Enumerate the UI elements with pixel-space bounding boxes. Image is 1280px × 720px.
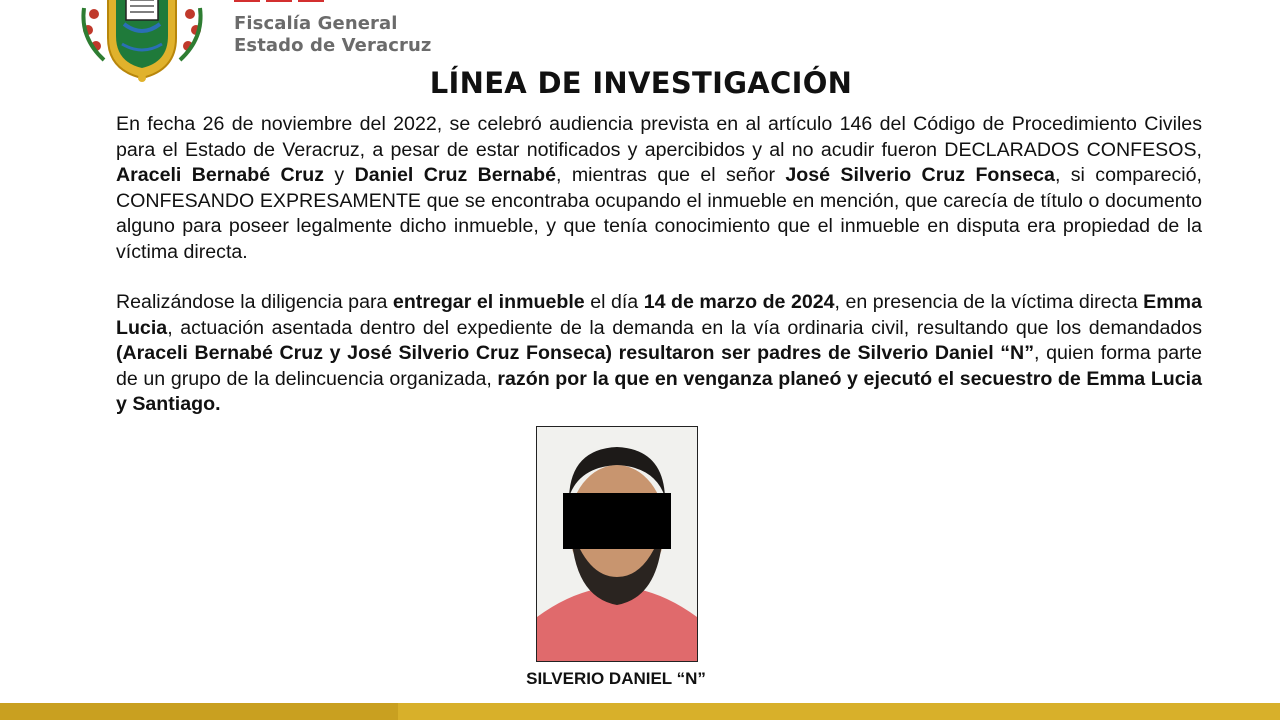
fge-logo-mark <box>234 0 354 4</box>
para2-bold-4: (Araceli Bernabé Cruz y José Silverio Cruz Fonseca) resultaron ser padres de Silverio Daniel “N” <box>116 342 1035 365</box>
para2-bold-3: Emma Lucia <box>116 291 1202 339</box>
page-title: LÍNEA DE INVESTIGACIÓN <box>429 66 853 100</box>
para2-bold-1: entregar el inmueble <box>392 291 585 313</box>
para2-text-1: Realizándose la diligencia para <box>116 291 393 313</box>
footer-bar <box>0 703 1280 720</box>
suspect-photo-censored-icon <box>537 427 697 661</box>
paragraph-2 <box>116 290 1202 418</box>
para2-text-2: el día <box>584 291 644 313</box>
para2-text-3: , en presencia de la víctima directa <box>834 291 1144 313</box>
suspect-photo <box>536 426 698 662</box>
para2-text-5: , quien forma parte de un grupo de la delincuencia organizada, <box>116 342 1202 390</box>
brand-line-1: Fiscalía General <box>234 13 398 34</box>
footer-bar-segment <box>0 703 398 720</box>
para1-text-2: y <box>324 164 355 187</box>
para1-bold-2: Daniel Cruz Bernabé <box>354 164 557 187</box>
photo-caption: SILVERIO DANIEL “N” <box>526 669 706 688</box>
paragraph-1 <box>116 112 1202 266</box>
para1-bold-1: Araceli Bernabé Cruz <box>116 164 325 187</box>
para1-text-3: , mientras que el señor <box>556 164 786 187</box>
para2-bold-2: 14 de marzo de 2024 <box>643 291 835 313</box>
para1-text-4: , si compareció, CONFESANDO EXPRESAMENTE que se encontraba ocupando el inmueble en mención, que carecía de título o documento alguno para poseer legalmente dicho inmueble, y que tenía conocimiento que el inmueble en disputa era propiedad de la víctima directa. <box>116 164 1202 263</box>
para1-bold-3: José Silverio Cruz Fonseca <box>785 164 1055 187</box>
brand-block <box>234 0 474 60</box>
para2-text-4: , actuación asentada dentro del expediente de la demanda en la vía ordinaria civil, resultando que los demandados <box>167 316 1202 339</box>
brand-line-2: Estado de Veracruz <box>234 35 432 56</box>
para1-text-1: En fecha 26 de noviembre del 2022, se celebró audiencia prevista en al artículo 146 del Código de Procedimiento Civiles para el Estado de Veracruz, a pesar de estar notificados y apercibidos y al no acudir fueron DECLARADOS CONFESOS, <box>116 113 1202 161</box>
para2-bold-5: razón por la que en venganza planeó y ejecutó el secuestro de Emma Lucia y Santiago. <box>116 367 1202 416</box>
